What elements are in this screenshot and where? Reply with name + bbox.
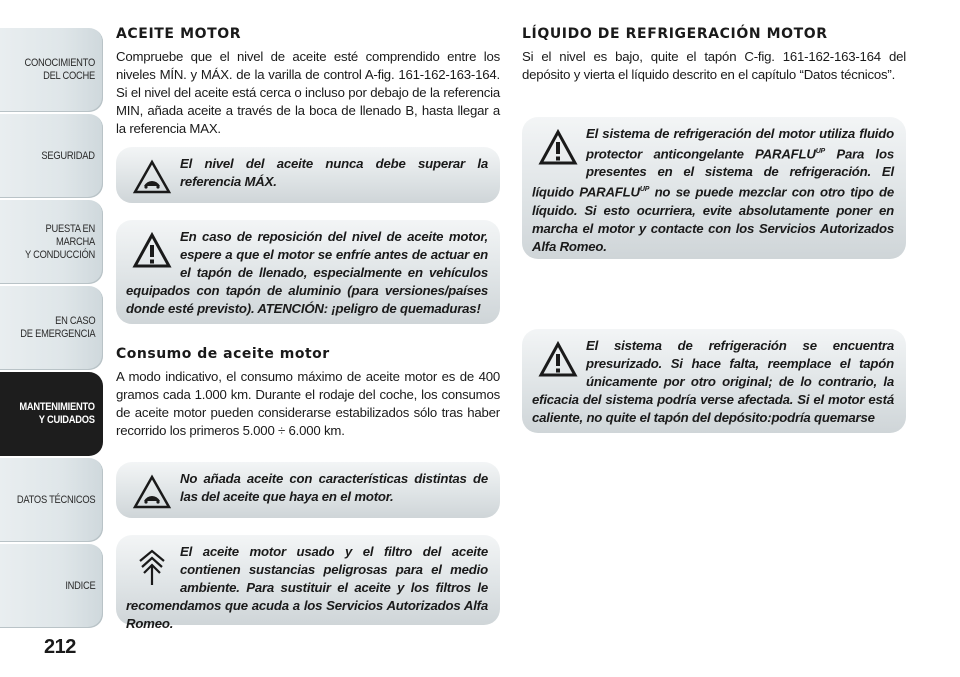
aceite-intro-text: Compruebe que el nivel de aceite esté comprendido entre los niveles MÍN. y MÁX. de la varilla de control A-fig. 161-162-163-164. Si el nivel del aceite está cerca o incluso por debajo de la referencia MIN, añada aceite a través de la boca de llenado B, hasta llegar a la referencia MAX. [116, 49, 500, 136]
tab-puesta-en-marcha[interactable] [0, 200, 103, 284]
tab-datos-tecnicos[interactable] [0, 458, 103, 542]
note-sistema-presurizado [522, 329, 906, 433]
tab-label: CONOCIMIENTO DEL COCHE [24, 57, 95, 82]
environment-icon [132, 547, 172, 587]
tab-label: PUESTA EN MARCHA Y CONDUCCIÓN [24, 222, 95, 261]
left-column [116, 26, 500, 631]
page-number: 212 [44, 636, 76, 658]
note-no-anada-aceite [116, 462, 500, 518]
tab-label: INDICE [64, 579, 95, 592]
note-reposicion-aceite-text: En caso de reposición del nivel de aceite motor, espere a que el motor se enfríe antes de actuar en el tapón de llenado, especialmente en vehículos equipados con tapón de aluminio (para versiones/países donde esté previsto). ATENCIÓN: ¡peligro de quemaduras! [126, 229, 488, 316]
consumo-text: A modo indicativo, el consumo máximo de aceite motor es de 400 gramos cada 1.000 km. Durante el rodaje del coche, los consumos de aceite motor pueden considerarse estabilizados sólo tras haber recorrido los primeros 5.000 ÷ 6.000 km. [116, 369, 500, 438]
paraflu-sup: UP [639, 186, 650, 194]
note-medio-ambiente-text: El aceite motor usado y el filtro del aceite contienen sustancias peligrosas para el medio ambiente. Para sustituir el aceite y los filtros le recomendamos que acuda a los Servicios Autorizados Alfa Romeo. [126, 544, 488, 631]
warning-triangle-icon [132, 232, 172, 272]
tab-conocimiento-del-coche[interactable] [0, 28, 103, 112]
note-text-part: Para los presentes en el sistema de refrigeración. El líquido PARAFLU [532, 146, 894, 200]
section-title-liquido-refrigeracion: LÍQUIDO DE REFRIGERACIÓN MOTOR [522, 26, 828, 42]
note-nivel-aceite-text: El nivel del aceite nunca debe superar la referencia MÁX. [180, 156, 488, 189]
note-nivel-aceite [116, 147, 500, 203]
note-no-anada-aceite-text: No añada aceite con características distintas de las del aceite que haya en el motor. [180, 471, 488, 504]
tab-label: DATOS TÉCNICOS [16, 493, 95, 506]
note-sistema-refrigeracion [522, 117, 906, 259]
tab-en-caso-de-emergencia[interactable] [0, 286, 103, 370]
section-title-aceite-motor: ACEITE MOTOR [116, 26, 242, 42]
sidebar-tabs [0, 28, 103, 630]
tab-indice[interactable] [0, 544, 103, 628]
tab-label: EN CASO DE EMERGENCIA [19, 315, 95, 340]
note-sistema-refrigeracion-text [532, 125, 894, 256]
car-warning-icon [132, 159, 172, 199]
tab-mantenimiento-y-cuidados[interactable] [0, 372, 103, 456]
note-medio-ambiente [116, 535, 500, 631]
liquido-intro-text: Si el nivel es bajo, quite el tapón C-fig. 161-162-163-164 del depósito y vierta el líquido descrito en el capítulo “Datos técnicos”. [522, 49, 906, 82]
warning-triangle-icon [538, 341, 578, 381]
tab-label: SEGURIDAD [41, 149, 95, 162]
tab-label: MANTENIMIENTO Y CUIDADOS [19, 401, 95, 426]
warning-triangle-icon [538, 129, 578, 169]
subtitle-consumo-aceite: Consumo de aceite motor [116, 346, 330, 362]
car-warning-icon [132, 474, 172, 514]
note-sistema-presurizado-text: El sistema de refrigeración se encuentra presurizado. Si hace falta, reemplace el tapón únicamente por otro original; de lo contrario, la eficacia del sistema podría verse afectada. Si el motor está caliente, no quite el tapón del depósito:podría quemarse [532, 338, 894, 425]
note-text-part: El sistema de refrigeración del motor utiliza fluido protector anticongelante PARAFLU [586, 126, 894, 162]
paraflu-sup: UP [815, 148, 826, 155]
note-reposicion-aceite [116, 220, 500, 324]
right-column [522, 26, 906, 433]
note-text-part: no se puede mezclar con otro tipo de líquido. Si esto ocurriera, evite absolutamente poner en marcha el motor y contacte con los Servicios Autorizados Alfa Romeo. [532, 184, 894, 254]
tab-seguridad[interactable] [0, 114, 103, 198]
